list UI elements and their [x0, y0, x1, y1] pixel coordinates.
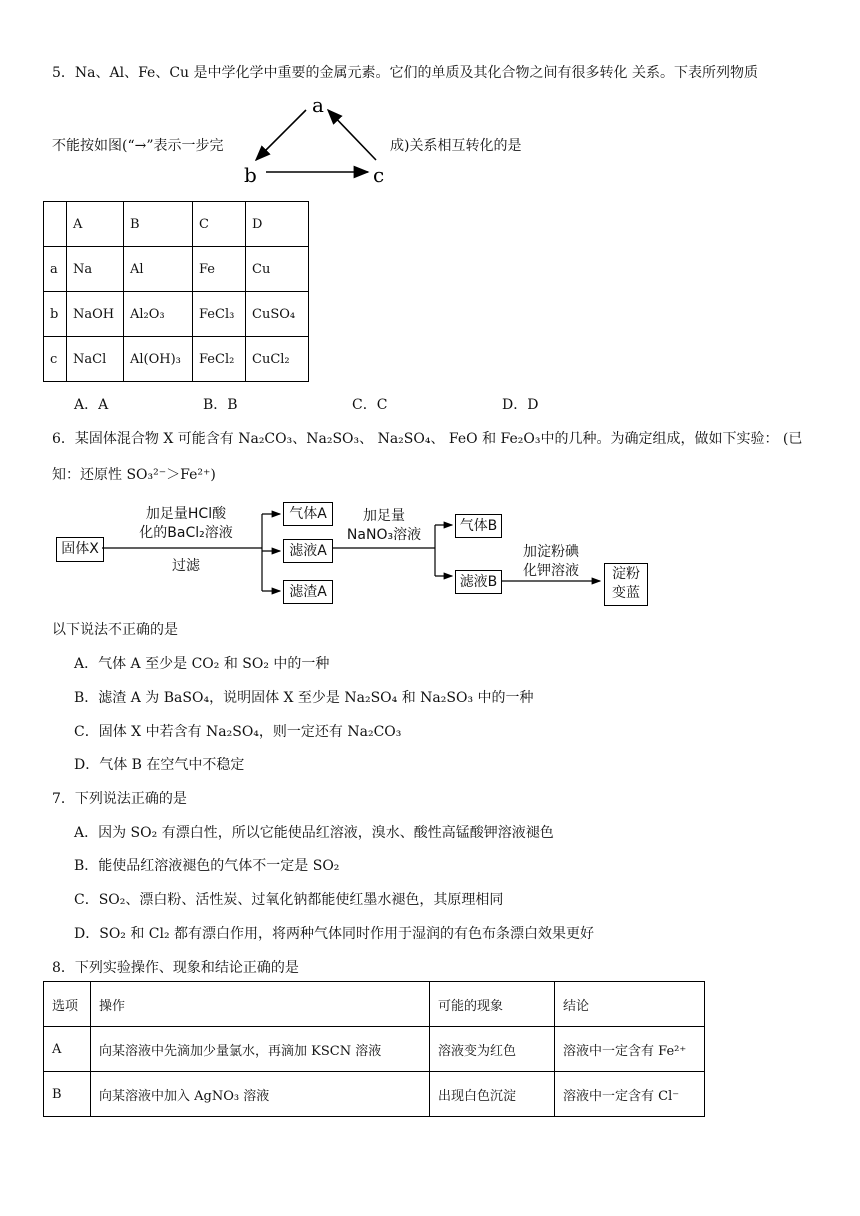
table-cell: 结论	[555, 982, 705, 1027]
table-cell: C	[193, 202, 246, 247]
table-cell: Na	[67, 247, 124, 292]
q6-prompt: 以下说法不正确的是	[52, 622, 178, 638]
label-step2-line2: NaNO₃溶液	[346, 527, 422, 543]
table-cell: A	[44, 1027, 91, 1072]
table-cell: B	[124, 202, 193, 247]
q5-table	[43, 201, 309, 382]
q7-option-c[interactable]: C．SO₂、漂白粉、活性炭、过氧化钠都能使红墨水褪色，其原理相同	[74, 892, 504, 908]
table-cell: 溶液中一定含有 Fe²⁺	[555, 1027, 705, 1072]
q6-option-b[interactable]: B．滤渣 A 为 BaSO₄，说明固体 X 至少是 Na₂SO₄ 和 Na₂SO₃ 中的一种	[74, 690, 534, 706]
label-step3-line2: 化钾溶液	[523, 563, 579, 579]
q6-flow-diagram	[50, 495, 690, 610]
table-cell: 出现白色沉淀	[430, 1072, 555, 1117]
arrow-c-to-a	[328, 110, 376, 160]
q5-option-c[interactable]: C．C	[352, 397, 388, 413]
node-a: a	[312, 93, 324, 117]
table-cell: 向某溶液中加入 AgNO₃ 溶液	[91, 1072, 430, 1117]
table-cell: a	[44, 247, 67, 292]
q7-option-d[interactable]: D．SO₂ 和 Cl₂ 都有漂白作用，将两种气体同时作用于湿润的有色布条漂白效果更好	[74, 926, 595, 942]
label-step3-line1: 加淀粉碘	[523, 544, 579, 560]
table-cell: A	[67, 202, 124, 247]
q5-option-d[interactable]: D．D	[502, 397, 539, 413]
q7-option-b[interactable]: B．能使品红溶液褪色的气体不一定是 SO₂	[74, 858, 340, 874]
table-cell: D	[246, 202, 309, 247]
table-cell: FeCl₂	[193, 337, 246, 382]
q7-option-a[interactable]: A．因为 SO₂ 有漂白性，所以它能使品红溶液，溴水、酸性高锰酸钾溶液褪色	[74, 825, 554, 841]
table-row	[44, 982, 705, 1027]
q5-stem-line1: 5．Na、Al、Fe、Cu 是中学化学中重要的金属元素。它们的单质及其化合物之间有很多转化 关系。下表所列物质	[52, 65, 758, 81]
q6-stem-line1: 6．某固体混合物 X 可能含有 Na₂CO₃、Na₂SO₃、 Na₂SO₄、 FeO 和 Fe₂O₃中的几种。为确定组成，做如下实验： (已	[52, 431, 803, 447]
q5-option-b[interactable]: B．B	[203, 397, 238, 413]
table-cell: B	[44, 1072, 91, 1117]
table-cell: Al(OH)₃	[124, 337, 193, 382]
arrow-a-to-b	[256, 110, 306, 160]
table-cell: Al	[124, 247, 193, 292]
label-step1-line1: 加足量HCl酸	[145, 506, 227, 522]
table-cell: 操作	[91, 982, 430, 1027]
label-step1	[126, 505, 246, 543]
box-result-line1: 淀粉	[612, 566, 640, 582]
node-b: b	[244, 163, 257, 187]
table-row	[44, 1027, 705, 1072]
q5-stem-left: 不能按如图(“→”表示一步完	[52, 138, 224, 154]
q6-option-c[interactable]: C．固体 X 中若含有 Na₂SO₄，则一定还有 Na₂CO₃	[74, 724, 402, 740]
table-row	[44, 247, 309, 292]
box-filtrate-a: 滤液A	[283, 539, 333, 563]
table-cell: Cu	[246, 247, 309, 292]
q6-stem-line2: 知：还原性 SO₃²⁻＞Fe²⁺)	[52, 467, 216, 483]
table-cell	[44, 202, 67, 247]
box-gas-a: 气体A	[283, 502, 333, 526]
table-cell: CuSO₄	[246, 292, 309, 337]
table-row	[44, 1072, 705, 1117]
box-solid-x: 固体X	[56, 537, 104, 562]
q6-option-a[interactable]: A．气体 A 至少是 CO₂ 和 SO₂ 中的一种	[74, 656, 330, 672]
table-cell: 可能的现象	[430, 982, 555, 1027]
table-cell: b	[44, 292, 67, 337]
table-cell: NaOH	[67, 292, 124, 337]
box-residue-a: 滤渣A	[283, 580, 333, 604]
table-cell: CuCl₂	[246, 337, 309, 382]
box-filtrate-b: 滤液B	[455, 570, 502, 594]
table-cell: Al₂O₃	[124, 292, 193, 337]
label-step2-line1: 加足量	[363, 508, 405, 524]
q5-option-a[interactable]: A．A	[74, 397, 109, 413]
table-row	[44, 337, 309, 382]
box-gas-b: 气体B	[455, 514, 502, 538]
table-cell: 溶液中一定含有 Cl⁻	[555, 1072, 705, 1117]
node-c: c	[373, 163, 385, 187]
q8-stem: 8．下列实验操作、现象和结论正确的是	[52, 960, 299, 976]
table-cell: FeCl₃	[193, 292, 246, 337]
box-result	[604, 563, 648, 606]
q6-option-d[interactable]: D．气体 B 在空气中不稳定	[74, 757, 245, 773]
q8-table	[43, 981, 705, 1117]
box-result-line2: 变蓝	[612, 585, 640, 601]
label-filter: 过滤	[172, 558, 200, 574]
transformation-triangle-diagram	[236, 92, 396, 187]
table-cell: 溶液变为红色	[430, 1027, 555, 1072]
table-cell: Fe	[193, 247, 246, 292]
label-step2	[338, 507, 430, 545]
q7-stem: 7．下列说法正确的是	[52, 791, 187, 807]
table-row	[44, 292, 309, 337]
table-cell: 选项	[44, 982, 91, 1027]
label-step1-line2: 化的BaCl₂溶液	[139, 525, 233, 541]
label-step3	[508, 543, 594, 581]
table-row	[44, 202, 309, 247]
table-cell: c	[44, 337, 67, 382]
table-cell: NaCl	[67, 337, 124, 382]
q5-stem-right: 成)关系相互转化的是	[390, 138, 522, 154]
table-cell: 向某溶液中先滴加少量氯水，再滴加 KSCN 溶液	[91, 1027, 430, 1072]
